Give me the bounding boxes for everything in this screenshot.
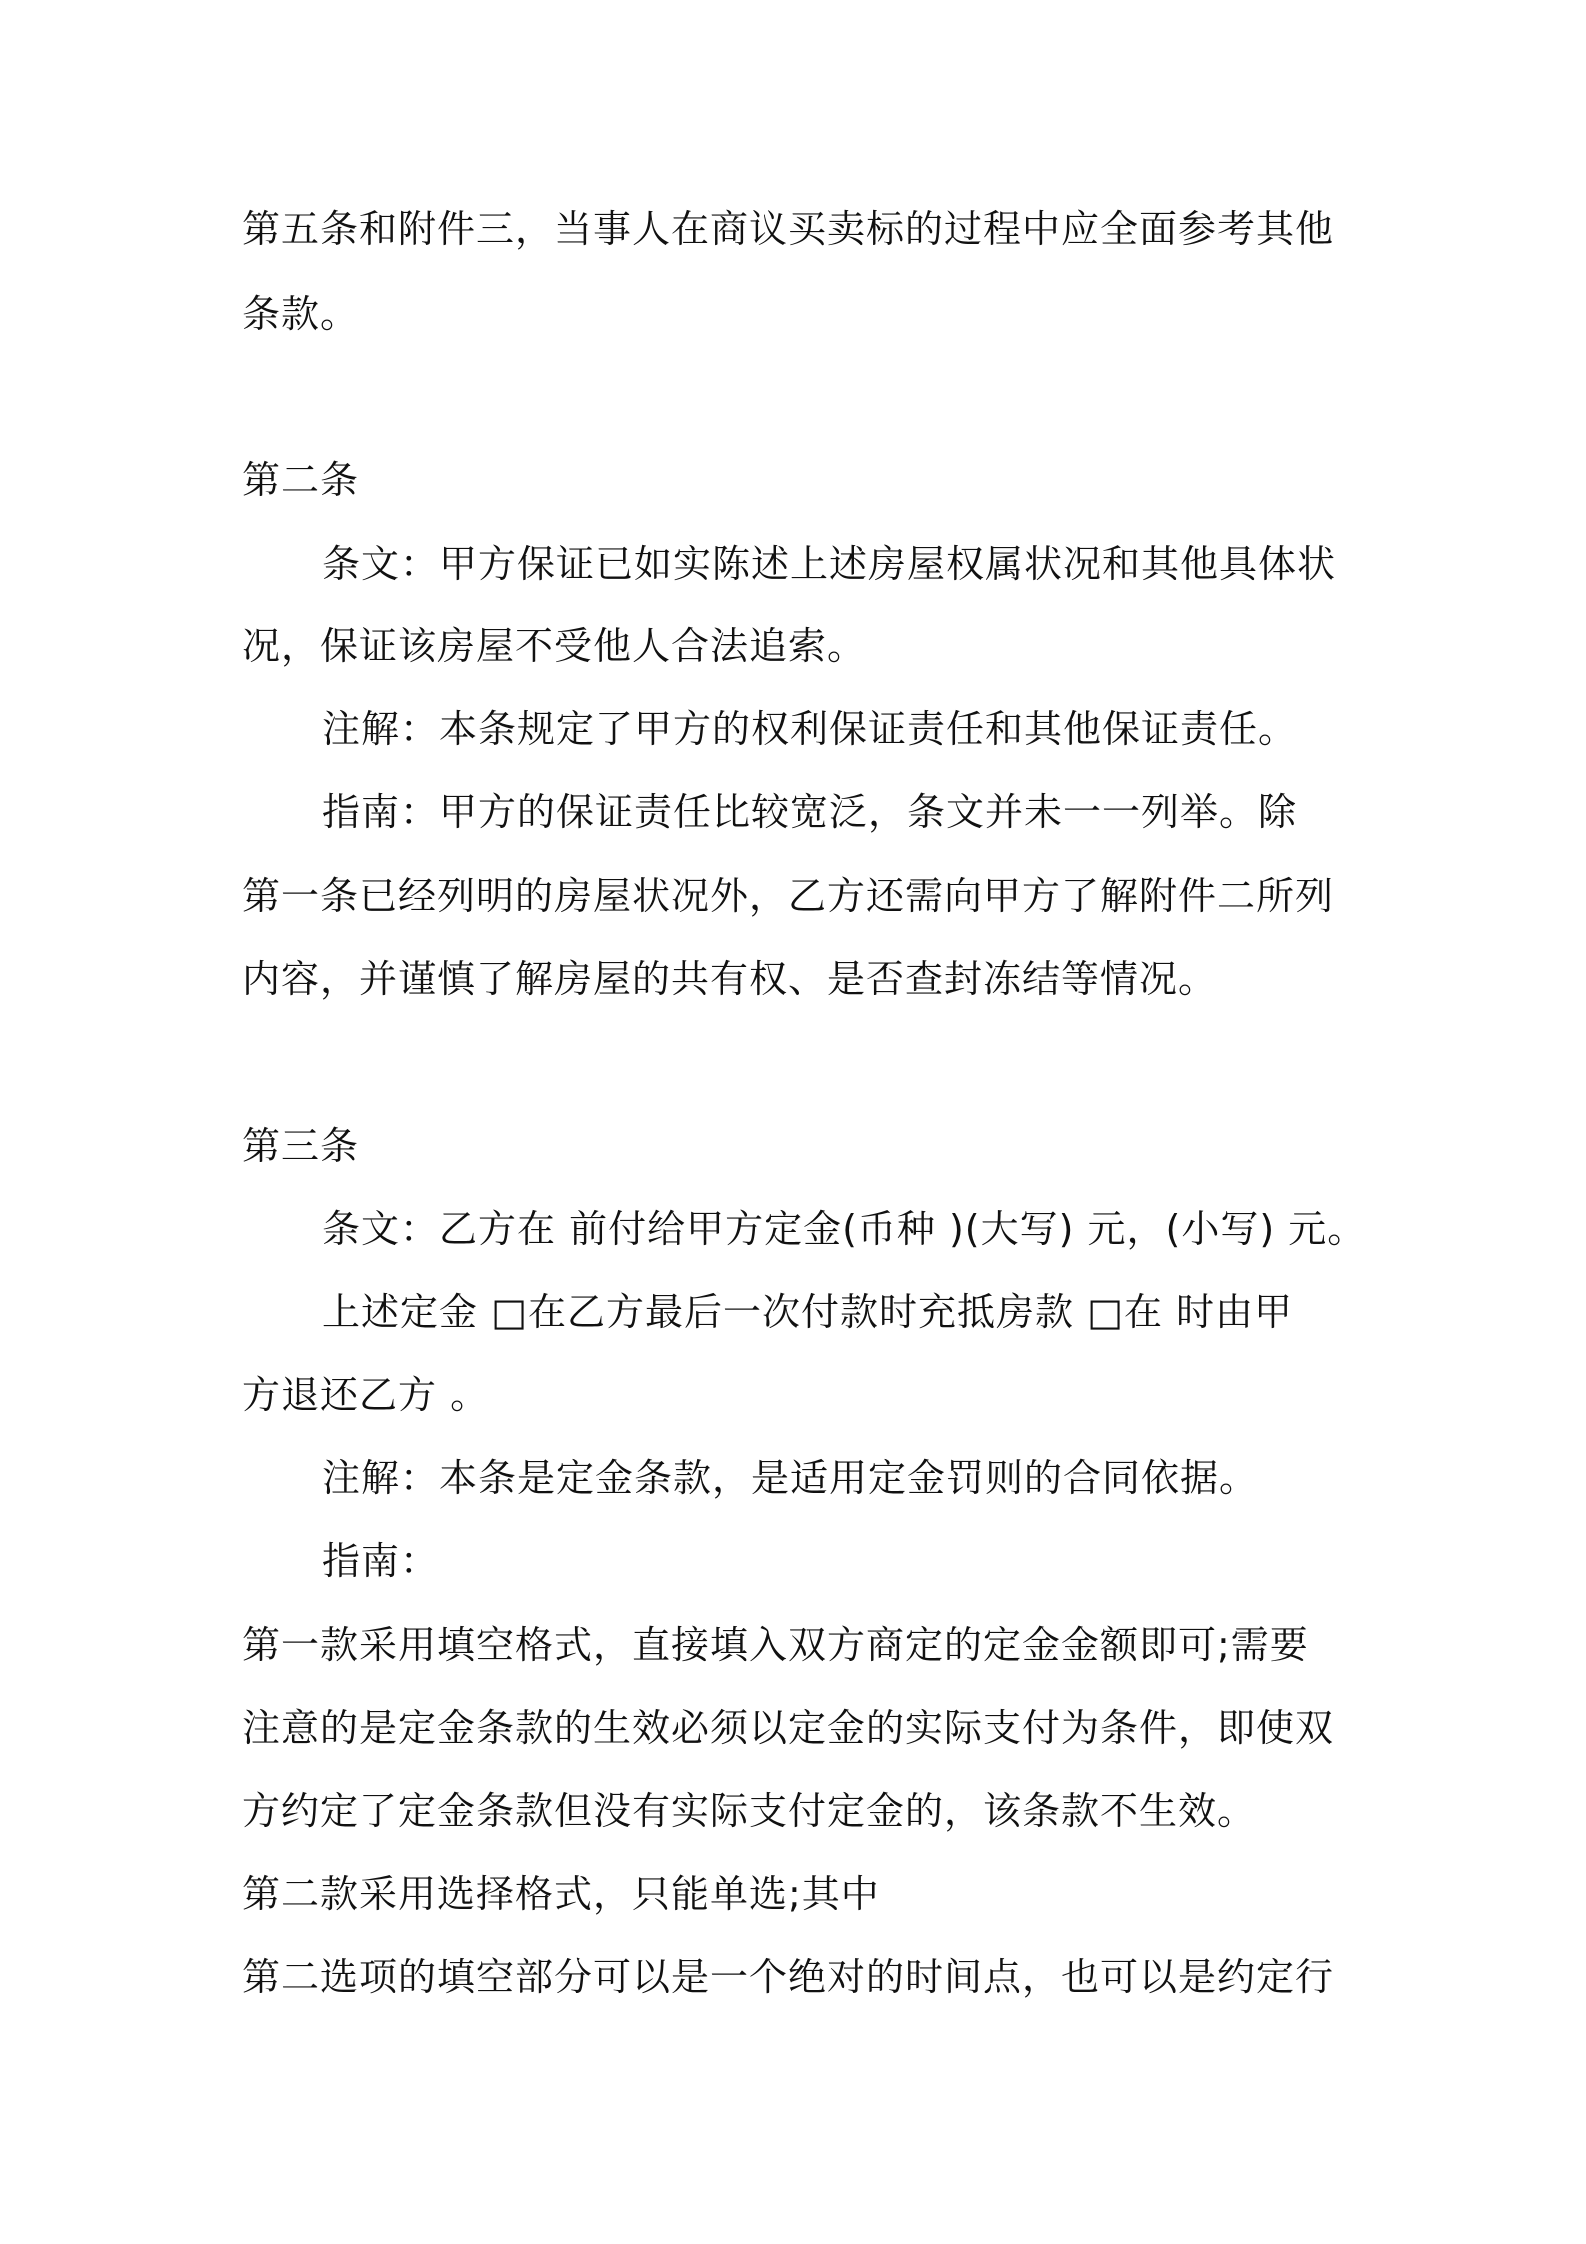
article-3-guide-line-5: 第二选项的填空部分可以是一个绝对的时间点，也可以是约定行: [242, 1955, 1335, 1999]
article-2-guide-line-2: 第一条已经列明的房屋状况外，乙方还需向甲方了解附件二所列: [242, 874, 1335, 918]
article-3-note: 注解：本条是定金条款，是适用定金罚则的合同依据。: [322, 1456, 1259, 1500]
article-3-heading: 第三条: [242, 1124, 360, 1168]
article-2-note: 注解：本条规定了甲方的权利保证责任和其他保证责任。: [322, 707, 1298, 751]
article-3-guide-line-1: 第一款采用填空格式，直接填入双方商定的定金金额即可;需要: [242, 1623, 1309, 1667]
article-2-text-line-2: 况，保证该房屋不受他人合法追索。: [242, 624, 867, 668]
article-2-guide-line-1: 指南：甲方的保证责任比较宽泛，条文并未一一列举。除: [322, 790, 1298, 834]
text-line-1: 第五条和附件三，当事人在商议买卖标的过程中应全面参考其他: [242, 207, 1335, 251]
article-3-guide-label: 指南：: [322, 1539, 440, 1583]
article-3-guide-line-2: 注意的是定金条款的生效必须以定金的实际支付为条件，即使双: [242, 1706, 1335, 1750]
article-2-guide-line-3: 内容，并谨慎了解房屋的共有权、是否查封冻结等情况。: [242, 957, 1218, 1001]
article-3-guide-line-4: 第二款采用选择格式，只能单选;其中: [242, 1872, 880, 1916]
article-3-text-line-2: 上述定金 □在乙方最后一次付款时充抵房款 □在 时由甲: [322, 1290, 1294, 1334]
article-2-heading: 第二条: [242, 458, 360, 502]
text-line-2: 条款。: [242, 292, 360, 336]
article-3-text-line-3: 方退还乙方 。: [242, 1373, 490, 1417]
article-2-text-line-1: 条文：甲方保证已如实陈述上述房屋权属状况和其他具体状: [322, 542, 1337, 586]
article-3-guide-line-3: 方约定了定金条款但没有实际支付定金的，该条款不生效。: [242, 1789, 1257, 1833]
article-3-text-line-1: 条文：乙方在 前付给甲方定金(币种 )(大写) 元，(小写) 元。: [322, 1207, 1367, 1251]
